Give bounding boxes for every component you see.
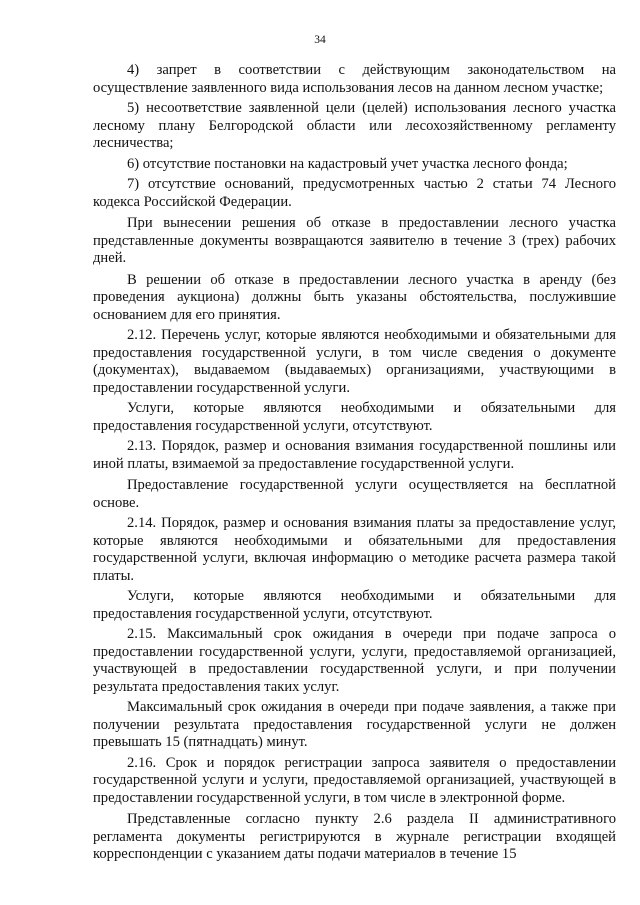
paragraph: 2.13. Порядок, размер и основания взимания государственной пошлины или иной платы, взимаемой за предоставление государственной услуги. [93,438,616,472]
paragraph: 2.16. Срок и порядок регистрации запроса заявителя о предоставлении государственной услуги и услуги, предоставляемой организацией, участвующей в предоставлении государственной услуги, в том числе в электронной форме. [93,754,616,806]
page-number: 34 [314,34,326,46]
paragraph: 2.15. Максимальный срок ожидания в очереди при подаче запроса о предоставлении государственной услуги, услуги, предоставляемой организацией, участвующей в предоставлении государственной услуги, и при получении результата предоставления таких услуг. [93,626,616,695]
paragraph: Услуги, которые являются необходимыми и обязательными для предоставления государственной услуги, отсутствуют. [93,588,616,622]
paragraph: Представленные согласно пункту 2.6 раздела II административного регламента документы регистрируются в журнале регистрации входящей корреспонденции с указанием даты подачи материалов в течение 15 [93,811,616,862]
paragraph: 4) запрет в соответствии с действующим законодательством на осуществление заявленного вида использования лесов на данном лесном участке; [93,62,616,96]
paragraph: В решении об отказе в предоставлении лесного участка в аренду (без проведения аукциона) должны быть указаны обстоятельства, послужившие основанием для его принятия. [93,271,616,323]
paragraph: 7) отсутствие оснований, предусмотренных частью 2 статьи 74 Лесного кодекса Российской Федерации. [93,176,616,210]
paragraph: 6) отсутствие постановки на кадастровый учет участка лесного фонда; [127,155,568,172]
paragraph: При вынесении решения об отказе в предоставлении лесного участка представленные документы возвращаются заявителю в течение 3 (трех) рабочих дней. [93,215,616,266]
paragraph: Предоставление государственной услуги осуществляется на бесплатной основе. [93,477,616,511]
paragraph: 2.12. Перечень услуг, которые являются необходимыми и обязательными для предоставления государственной услуги, в том числе сведения о документе (документах), выдаваемом (выдаваемых) организациями, участвующими в предоставлении государственной услуги. [93,327,616,396]
paragraph: Услуги, которые являются необходимыми и обязательными для предоставления государственной услуги, отсутствуют. [93,400,616,434]
paragraph: Максимальный срок ожидания в очереди при подаче заявления, а также при получении результата предоставления государственной услуги не должен превышать 15 (пятнадцать) минут. [93,699,616,750]
paragraph: 5) несоответствие заявленной цели (целей) использования лесного участка лесному плану Белгородской области или лесохозяйственному регламенту лесничества; [93,100,616,151]
document-body [93,62,616,867]
paragraph: 2.14. Порядок, размер и основания взимания платы за предоставление услуг, которые являются необходимыми и обязательными для предоставления государственной услуги, включая информацию о методике расчета размера такой платы. [93,515,616,584]
